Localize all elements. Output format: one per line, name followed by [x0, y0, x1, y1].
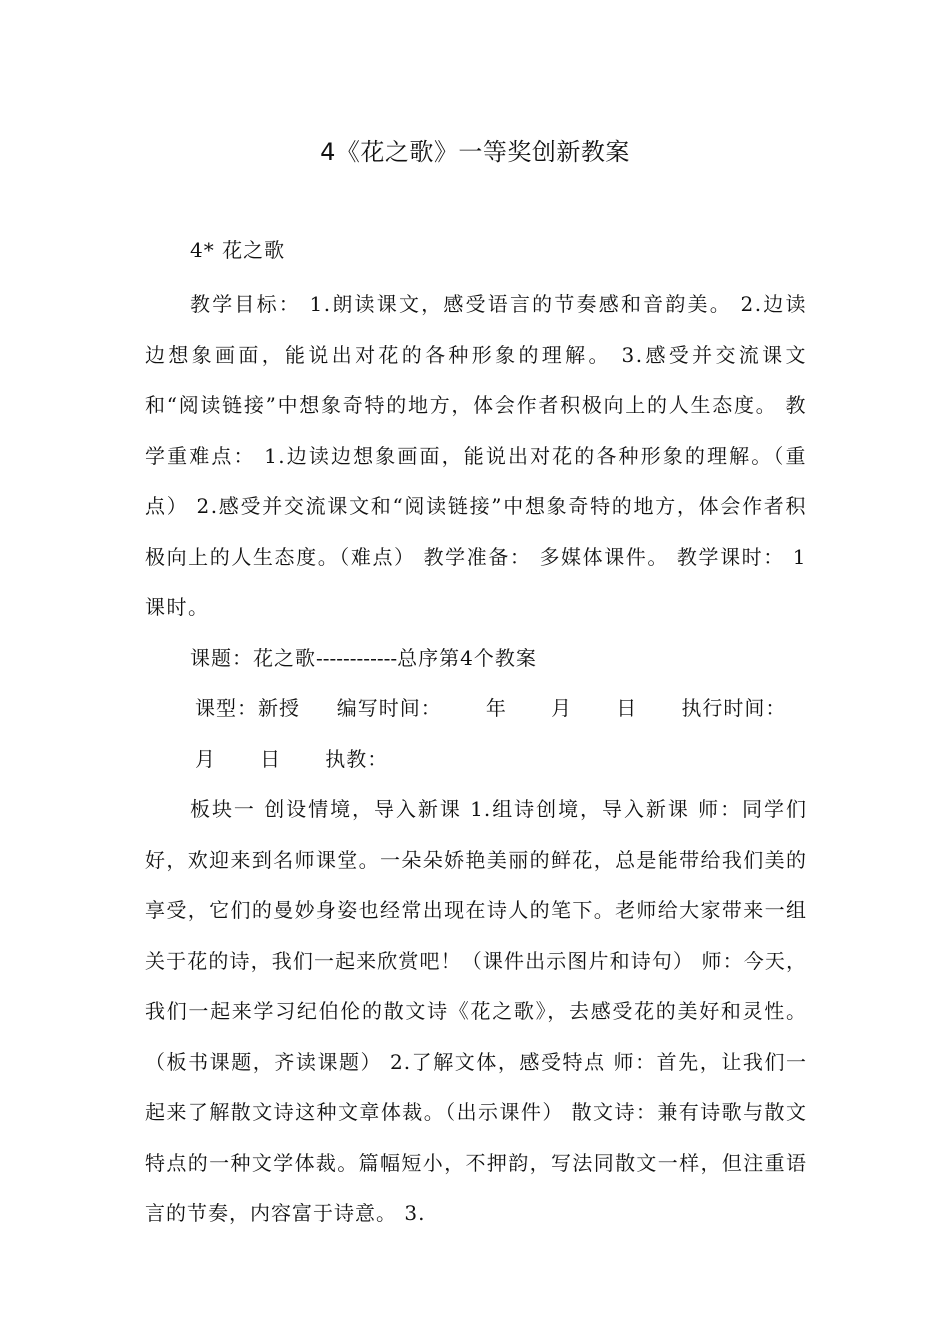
spacer: [145, 270, 807, 279]
document-title: 4《花之歌》一等奖创新教案: [320, 138, 630, 166]
objectives-paragraph: 教学目标： 1.朗读课文，感受语言的节奏感和音韵美。 2.边读边想象画面，能说出对花的各种形象的理解。 3.感受并交流课文和“阅读链接”中想象奇特的地方，体会作者积极向上的人生态度。 教学重难点： 1.边读边想象画面，能说出对花的各种形象的理解。（重点） 2.感受并交流课文和“阅读链接”中想象奇特的地方，体会作者积极向上的人生态度。（难点） 教学准备： 多媒体课件。 教学课时： 1课时。: [145, 292, 807, 619]
topic-label: 课题：花之歌: [190, 645, 316, 670]
lesson-type-line: 课型：新授 编写时间： 年 月 日 执行时间： 月 日 执教：: [195, 696, 831, 771]
topic-line: [145, 633, 807, 684]
topic-suffix: 总序第4个教案: [397, 645, 537, 670]
document-body: [145, 230, 831, 1239]
topic-dashes: ------------: [316, 645, 398, 670]
lesson-heading: 4* 花之歌: [190, 238, 286, 262]
block-one-paragraph: 板块一 创设情境，导入新课 1.组诗创境，导入新课 师：同学们好，欢迎来到名师课堂。一朵朵娇艳美丽的鲜花，总是能带给我们美的享受，它们的曼妙身姿也经常出现在诗人的笔下。老师给大家带来一组关于花的诗，我们一起来欣赏吧！（课件出示图片和诗句） 师：今天，我们一起来学习纪伯伦的散文诗《花之歌》，去感受花的美好和灵性。（板书课题，齐读课题） 2.了解文体，感受特点 师：首先，让我们一起来了解散文诗这种文章体裁。（出示课件） 散文诗：兼有诗歌与散文特点的一种文学体裁。篇幅短小，不押韵，写法同散文一样，但注重语言的节奏，内容富于诗意。 3.: [145, 797, 807, 1225]
